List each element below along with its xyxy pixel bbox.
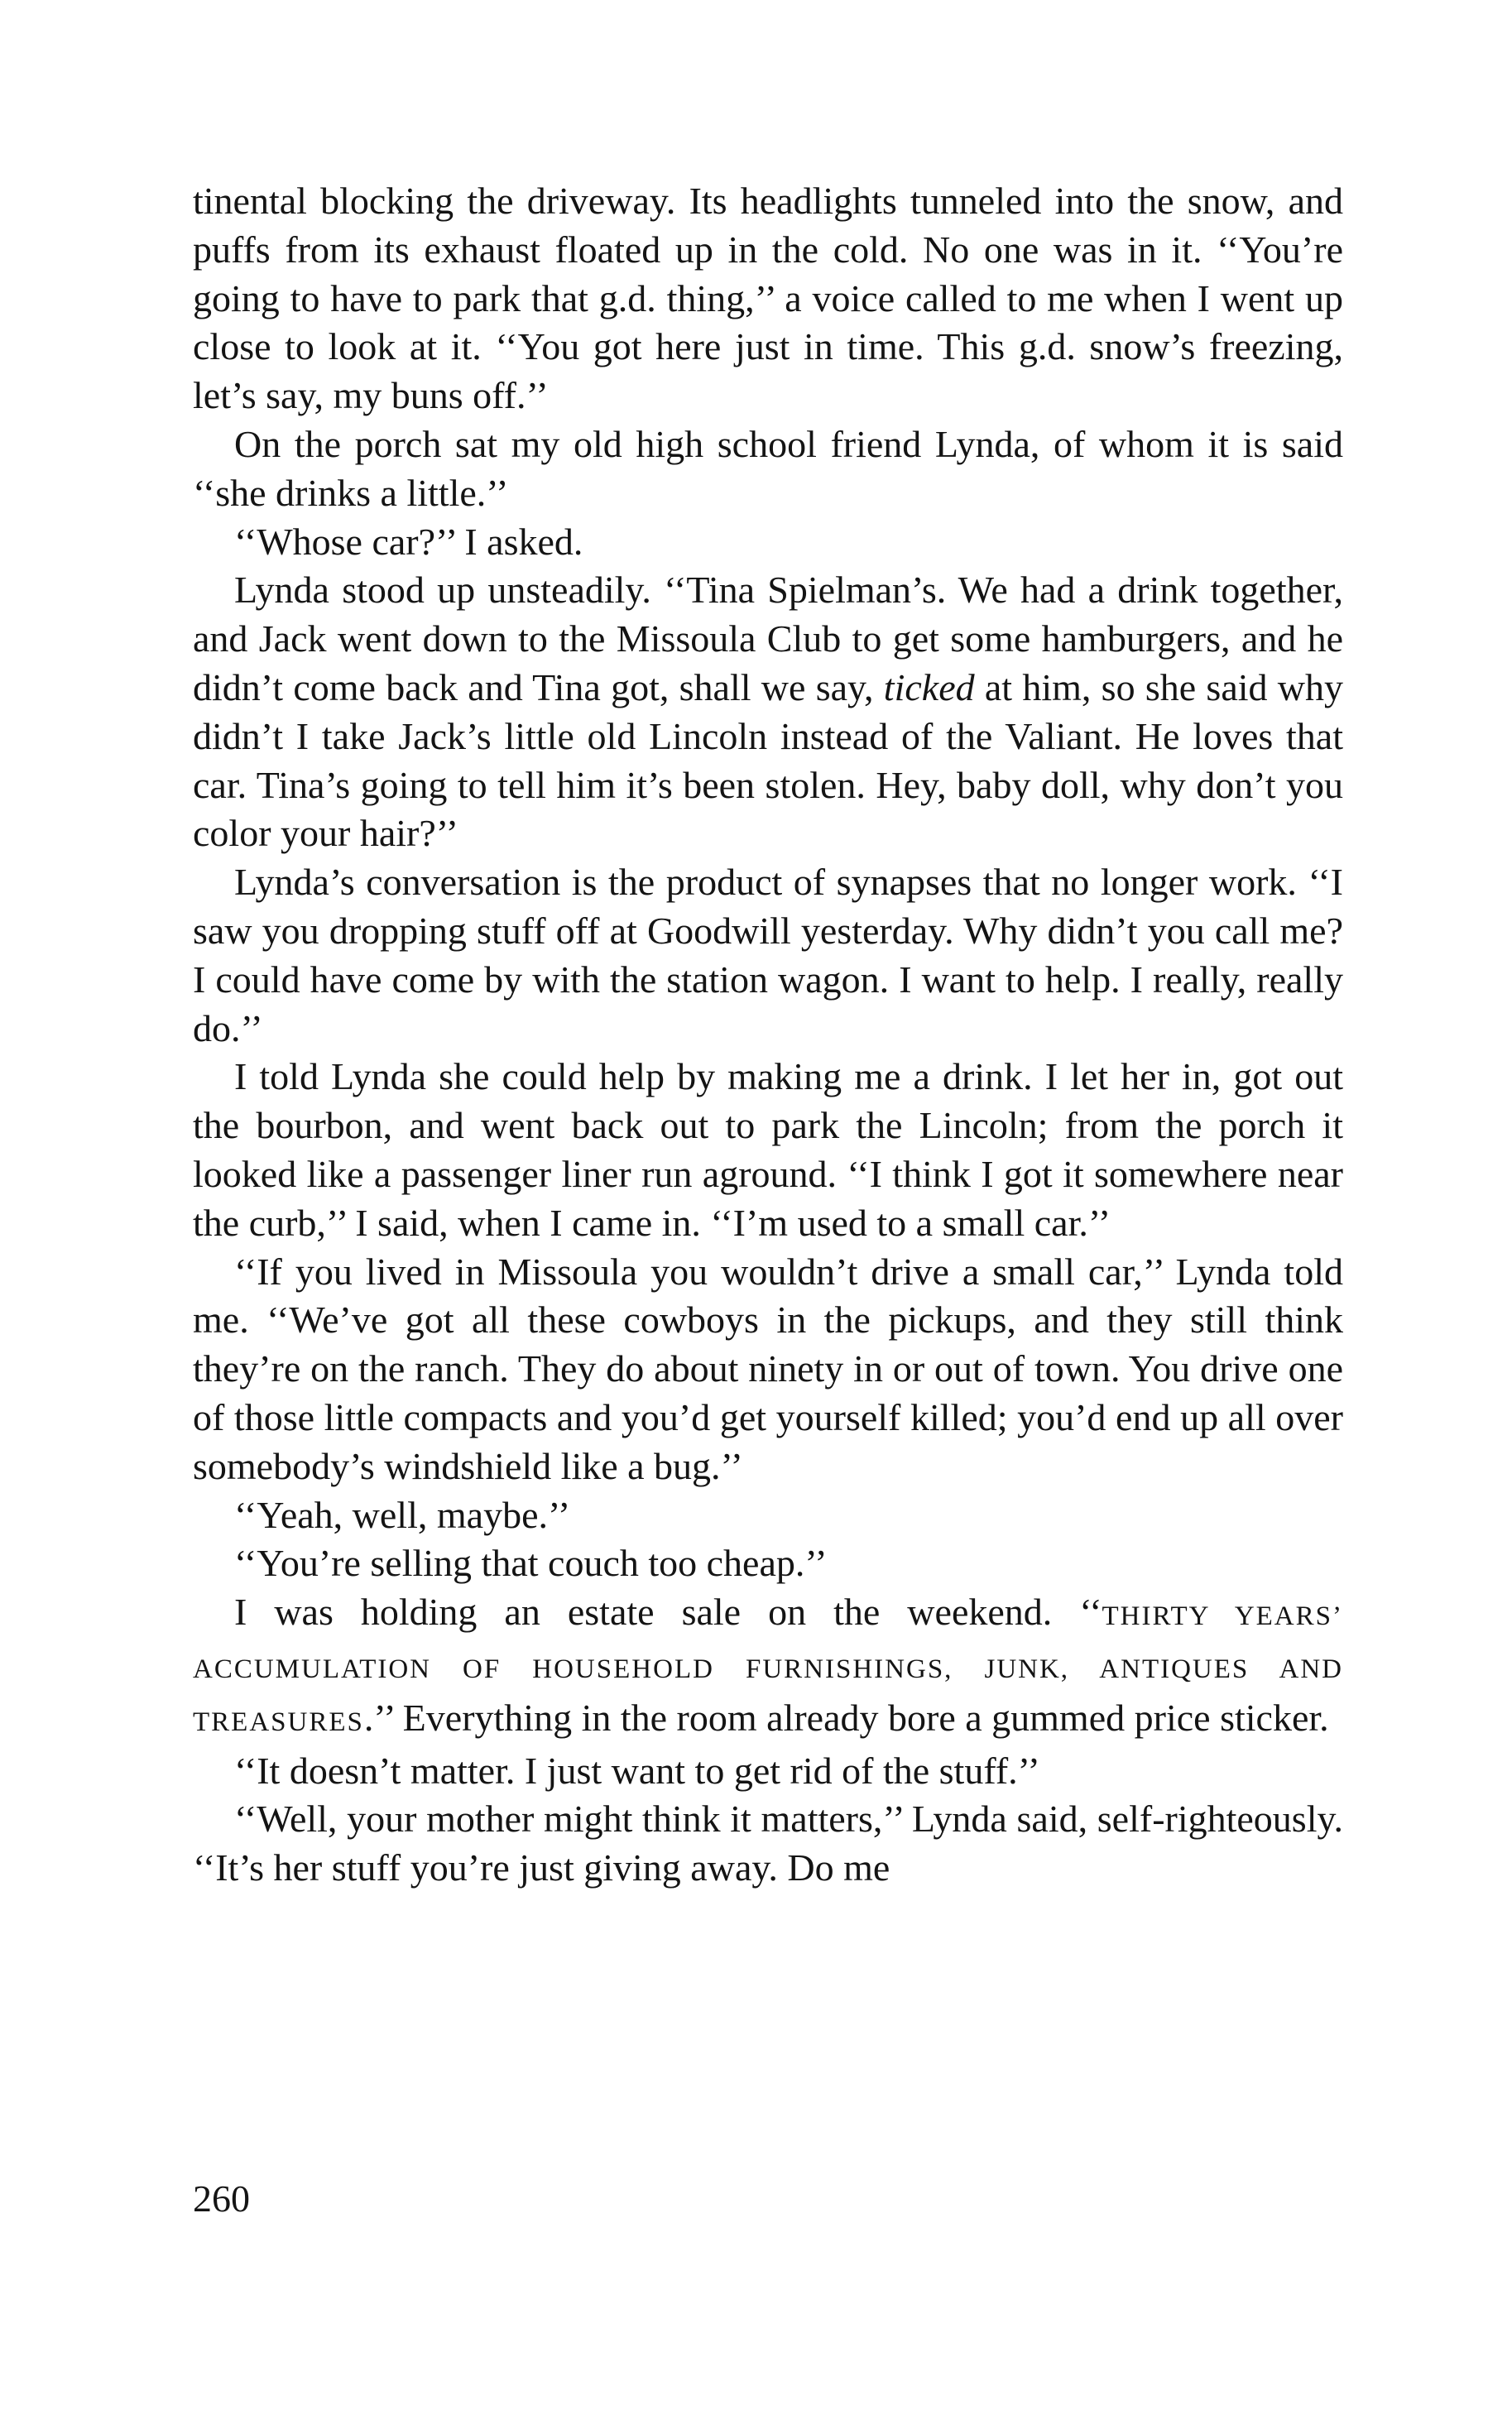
paragraph-your-mother: ‘‘Well, your mother might think it matters,’’ Lynda said, self-righteously. ‘‘It’s her stuff you’re just giving away. Do me [193, 1798, 1343, 1889]
paragraph-missoula: ‘‘If you lived in Missoula you wouldn’t drive a small car,’’ Lynda told me. ‘‘We’ve got all these cowboys in the pickups, and they still think they’re on the ranch. They do about ninety in or out of town. You drive one of those little compacts and you’d get yourself killed; you’d end up all over somebody’s windshield like a bug.’’ [193, 1250, 1343, 1487]
paragraph-yeah-well: ‘‘Yeah, well, maybe.’’ [234, 1493, 571, 1536]
paragraph-porch: On the porch sat my old high school friend Lynda, of whom it is said ‘‘she drinks a little.’’ [193, 422, 1343, 514]
paragraph-text: .’’ Everything in the room already bore a gummed price sticker. [363, 1696, 1329, 1739]
paragraph-estate-sale [193, 1588, 1343, 1746]
paragraph-doesnt-matter: ‘‘It doesn’t matter. I just want to get rid of the stuff.’’ [234, 1749, 1040, 1792]
paragraph-text: I was holding an estate sale on the weekend. ‘‘ [234, 1591, 1102, 1634]
paragraph-lynda-stood [193, 566, 1343, 858]
paragraph-lynda-conversation: Lynda’s conversation is the product of synapses that no longer work. ‘‘I saw you dropping stuff off at Goodwill yesterday. Why didn’t you call me? I could have come by with the station wagon. I want to help. I really, really do.’’ [193, 861, 1343, 1049]
paragraph-whose-car: ‘‘Whose car?’’ I asked. [234, 520, 583, 563]
paragraph-text: Lynda stood up unsteadily. ‘‘Tina Spielman’s. We had a drink together, and Jack went down to the Missoula Club to get some hamburgers, and he didn’t come back and Tina got, shall we say, [193, 569, 1343, 708]
page-number: 260 [193, 2177, 250, 2220]
body-text [193, 177, 1343, 1893]
paragraph-text: at him, so she said why didn’t I take Jack’s little old Lincoln instead of the Valiant. He loves that car. Tina’s going to tell him it’s been stolen. Hey, baby doll, why don’t you color your hair?’’ [193, 665, 1344, 855]
paragraph-couch: ‘‘You’re selling that couch too cheap.’’ [234, 1542, 828, 1585]
small-caps-sign-text: THIRTY YEARS’ ACCUMULATION OF HOUSEHOLD FURNISHINGS, JUNK, ANTIQUES AND TREASURES [193, 1601, 1343, 1737]
paragraph-make-drink: I told Lynda she could help by making me a drink. I let her in, got out the bourbon, and went back out to park the Lincoln; from the porch it looked like a passenger liner run aground. ‘‘I think I got it somewhere near the curb,’’ I said, when I came in. ‘‘I’m used to a small car.’’ [193, 1055, 1343, 1244]
italic-word: ticked [883, 665, 975, 708]
paragraph-continued-from-previous-page: tinental blocking the driveway. Its headlights tunneled into the snow, and puffs from its exhaust floated up in the cold. No one was in it. ‘‘You’re going to have to park that g.d. thing,’’ a voice called to me when I went up close to look at it. ‘‘You got here just in time. This g.d. snow’s freezing, let’s say, my buns off.’’ [193, 180, 1343, 417]
